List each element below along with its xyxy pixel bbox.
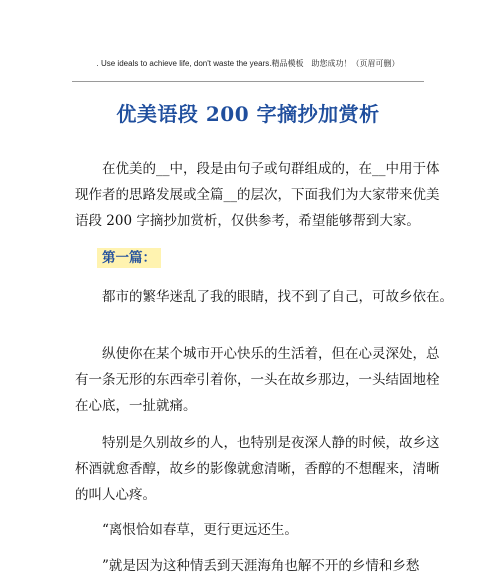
paragraph-line: 有一条无形的东西牵引着你，一头在故乡那边，一头结固地栓 — [75, 372, 440, 388]
body-paragraph — [75, 517, 427, 543]
body-paragraph — [75, 341, 440, 419]
document-title: 优美语段 200 字摘抄加赏析 — [116, 102, 380, 126]
header-divider — [72, 81, 424, 82]
paragraph-line: 都市的繁华迷乱了我的眼睛，找不到了自己，可故乡依在。 — [102, 289, 453, 305]
section-heading: 第一篇： — [97, 248, 161, 268]
body-paragraph — [75, 430, 440, 508]
page-header: . Use ideals to achieve life, don't waste the years.精品模板 助您成功！（页眉可删） — [96, 59, 400, 68]
intro-line: 现作者的思路发展或全篇__的层次，下面我们为大家带来优美 — [75, 187, 440, 203]
paragraph-line: 在心底，一扯就痛。 — [75, 398, 197, 414]
intro-line: 语段 200 字摘抄加赏析，仅供参考，希望能够帮到大家。 — [75, 213, 420, 229]
body-paragraph — [75, 284, 453, 310]
paragraph-line: ”就是因为这种情丢到天涯海角也解不开的乡情和乡愁 — [102, 558, 420, 574]
paragraph-line: 特别是久别故乡的人，也特别是夜深人静的时候，故乡这 — [102, 435, 440, 451]
paragraph-line: 纵使你在某个城市开心快乐的生活着，但在心灵深处，总 — [102, 346, 440, 362]
body-paragraph — [75, 553, 427, 579]
paragraph-line: 的叫人心疼。 — [75, 487, 156, 503]
intro-paragraph — [75, 156, 440, 234]
paragraph-line: “离恨恰如春草，更行更远还生。 — [102, 522, 298, 538]
intro-line: 在优美的__中，段是由句子或句群组成的，在__中用于体 — [102, 161, 440, 177]
paragraph-line: 杯酒就愈香醇，故乡的影像就愈清晰，香醇的不想醒来，清晰 — [75, 461, 440, 477]
